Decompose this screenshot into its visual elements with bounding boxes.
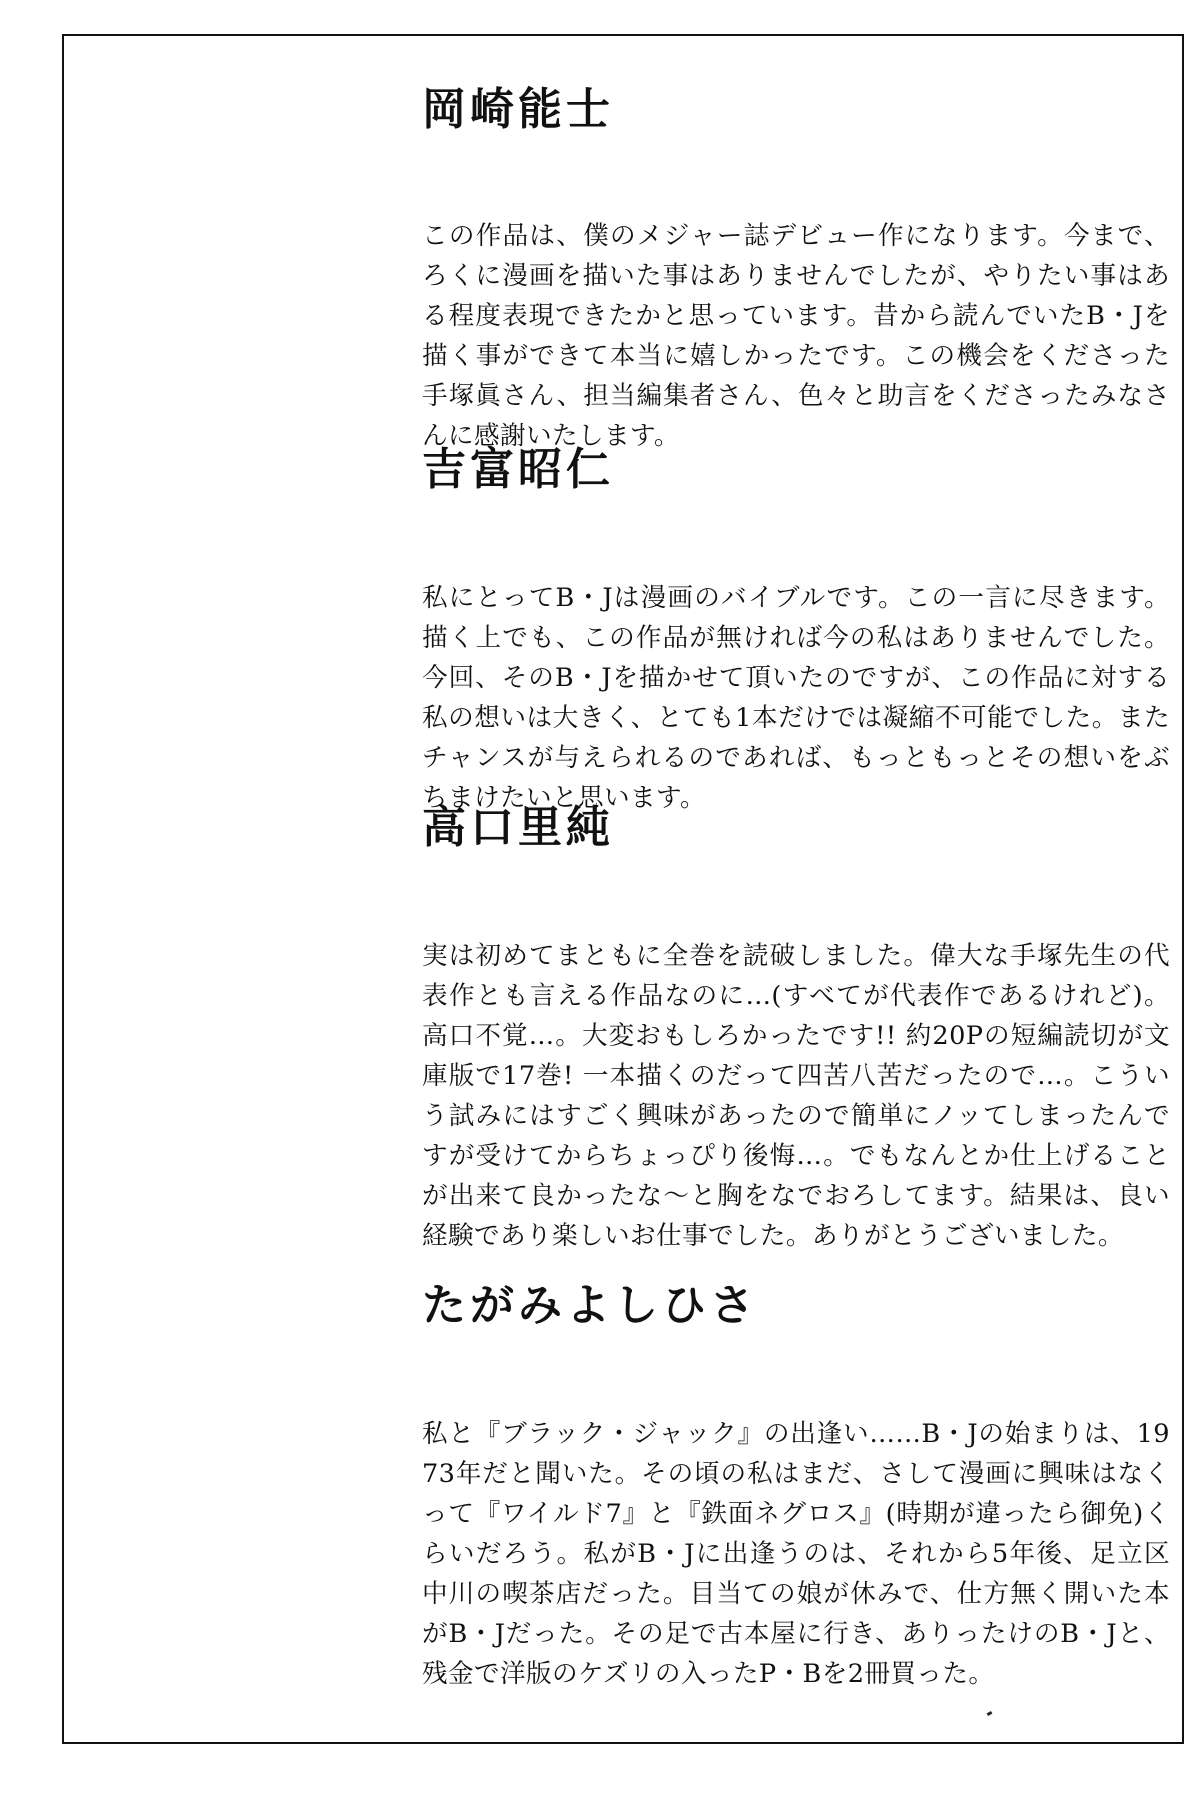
author-comment: 私と『ブラック・ジャック』の出逢い……B・Jの始まりは、1973年だと聞いた。その頃の私はまだ、さして漫画に興味はなくって『ワイルド7』と『鉄面ネグロス』(時期が違ったら御免)くらいだろう。私がB・Jに出逢うのは、それから5年後、足立区中川の喫茶店だった。目当ての娘が休みで、仕方無く開いた本がB・Jだった。その足で古本屋に行き、ありったけのB・Jと、残金で洋版のケズリの入ったP・Bを2冊買った。: [422, 1419, 1170, 1689]
author-name: 高口里純: [422, 802, 614, 853]
author-section-4: [422, 1276, 1170, 1694]
author-section-3: [422, 798, 1170, 1256]
author-section-2: [422, 440, 1170, 818]
author-section-1: [422, 80, 1170, 456]
author-comment: 実は初めてまともに全巻を読破しました。偉大な手塚先生の代表作とも言える作品なのに…(すべてが代表作であるけれど)。高口不覚…。大変おもしろかったです!! 約20Pの短編読切が文庫版で17巻! 一本描くのだって四苦八苦だったので…。こういう試みにはすごく興味があったので簡単にノッてしまったんですが受けてからちょっぴり後悔…。でもなんとか仕上げることが出来て良かったな〜と胸をなでおろしてます。結果は、良い経験であり楽しいお仕事でした。ありがとうございました。: [422, 941, 1170, 1251]
author-comment: この作品は、僕のメジャー誌デビュー作になります。今まで、ろくに漫画を描いた事はありませんでしたが、やりたい事はある程度表現できたかと思っています。昔から読んでいたB・Jを描く事ができて本当に嬉しかったです。この機会をくださった手塚眞さん、担当編集者さん、色々と助言をくださったみなさんに感謝いたします。: [422, 221, 1170, 451]
author-comment: 私にとってB・Jは漫画のバイブルです。この一言に尽きます。描く上でも、この作品が無ければ今の私はありませんでした。今回、そのB・Jを描かせて頂いたのですが、この作品に対する私の想いは大きく、とても1本だけでは凝縮不可能でした。またチャンスが与えられるのであれば、もっともっとその想いをぶちまけたいと思います。: [422, 583, 1170, 813]
author-name: たがみよしひさ: [422, 1280, 758, 1331]
author-name: 岡崎能士: [422, 84, 614, 135]
author-name: 吉富昭仁: [422, 444, 614, 495]
